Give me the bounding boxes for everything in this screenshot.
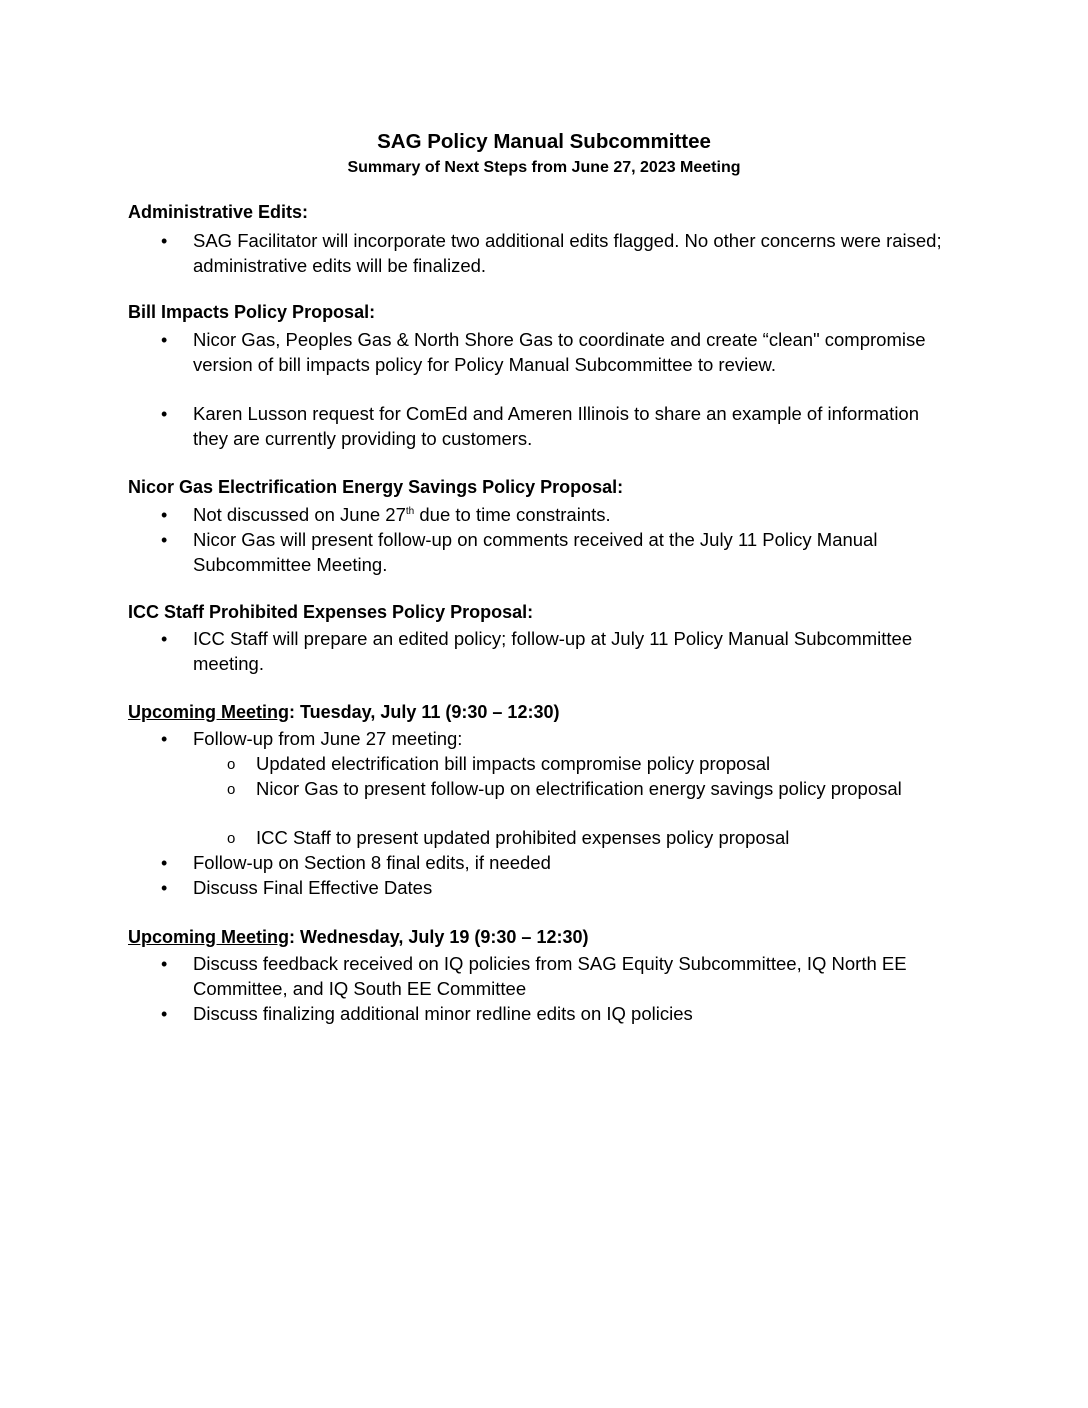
- sub-list-item: o ICC Staff to present updated prohibited expenses policy proposal: [256, 826, 956, 851]
- list-item: • Discuss Final Effective Dates: [193, 876, 953, 901]
- upcoming-meeting-label: Upcoming Meeting: [128, 927, 289, 947]
- heading-nicor-electrification: Nicor Gas Electrification Energy Savings Policy Proposal:: [128, 477, 624, 497]
- list-item-text: due to time constraints.: [414, 504, 611, 525]
- list-item: • Nicor Gas, Peoples Gas & North Shore Gas to coordinate and create “clean" compromise version of bill impacts policy for Policy Manual Subcommittee to review.: [193, 328, 953, 378]
- meeting-date: : Tuesday, July 11 (9:30 – 12:30): [289, 702, 560, 722]
- heading-upcoming-meeting-july-19: [128, 927, 588, 948]
- list-item: • Follow-up from June 27 meeting:: [193, 727, 953, 752]
- superscript: th: [405, 505, 415, 517]
- sub-list-item: o Nicor Gas to present follow-up on electrification energy savings policy proposal: [256, 777, 956, 802]
- meeting-date: : Wednesday, July 19 (9:30 – 12:30): [289, 927, 589, 947]
- list-item: • Discuss feedback received on IQ policies from SAG Equity Subcommittee, IQ North EE Committee, and IQ South EE Committee: [193, 952, 953, 1002]
- list-item: • Nicor Gas will present follow-up on comments received at the July 11 Policy Manual Subcommittee Meeting.: [193, 528, 953, 578]
- list-item: • ICC Staff will prepare an edited policy; follow-up at July 11 Policy Manual Subcommittee meeting.: [193, 627, 953, 677]
- heading-bill-impacts: Bill Impacts Policy Proposal:: [128, 302, 376, 322]
- heading-icc-staff: ICC Staff Prohibited Expenses Policy Proposal:: [128, 602, 534, 622]
- document-subtitle: Summary of Next Steps from June 27, 2023 Meeting: [347, 159, 741, 176]
- list-item: • Follow-up on Section 8 final edits, if needed: [193, 851, 953, 876]
- list-item: • SAG Facilitator will incorporate two additional edits flagged. No other concerns were raised; administrative edits will be finalized.: [193, 229, 953, 279]
- list-item: • Discuss finalizing additional minor redline edits on IQ policies: [193, 1002, 953, 1027]
- upcoming-meeting-label: Upcoming Meeting: [128, 702, 289, 722]
- list-item: • Karen Lusson request for ComEd and Ameren Illinois to share an example of information they are currently providing to customers.: [193, 402, 953, 452]
- document-title: SAG Policy Manual Subcommittee: [377, 130, 711, 153]
- list-item: [193, 503, 953, 528]
- heading-upcoming-meeting-july-11: [128, 702, 559, 723]
- sub-list-item: o Updated electrification bill impacts compromise policy proposal: [256, 752, 956, 777]
- list-item-text: Not discussed on June 27: [193, 504, 406, 525]
- heading-administrative-edits: Administrative Edits:: [128, 202, 309, 222]
